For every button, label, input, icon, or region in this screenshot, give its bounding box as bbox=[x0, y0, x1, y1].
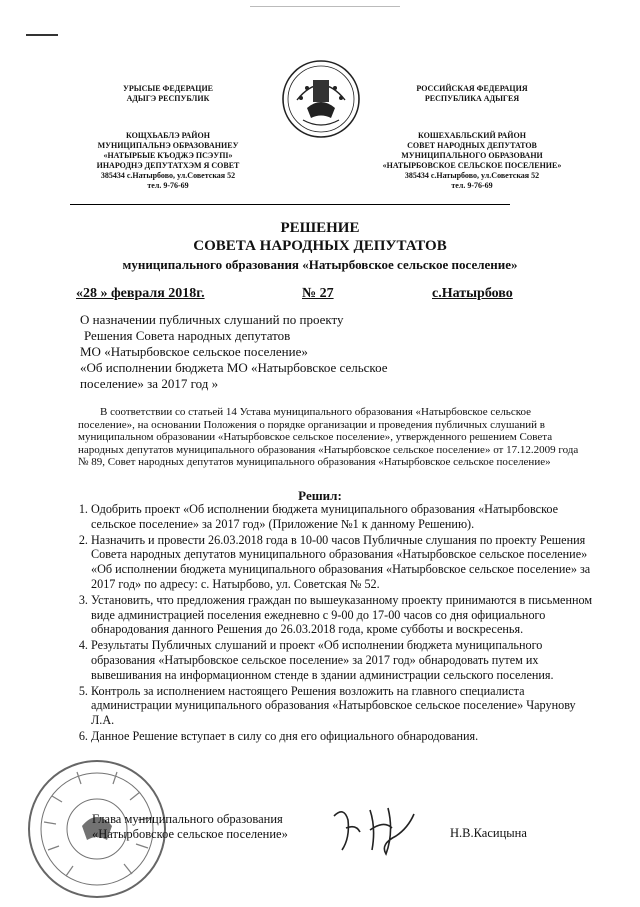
margin-dash bbox=[26, 34, 58, 36]
decision-item: 3. Установить, что предложения граждан по вышеуказанному проекту принимаются в письменном виде администрацией поселения ежедневно с 9-00 до 17-00 часов со дня официального обнародования данного Решения до 26.03.2018 года, кроме субботы и воскресенья. bbox=[91, 593, 601, 637]
header-left-org: КОЩХЬАБЛЭ РАЙОН МУНИЦИПАЛЬНЭ ОБРАЗОВАНИЕУ «НАТЫРБЫЕ КЪОДЖЭ ПСЭУПI» ИНАРОДНЭ ДЕПУТАТХЭМ Я СОВЕТ 385434 с.Натырбово, ул.Советская 52 тел. 9-76-69 bbox=[78, 131, 258, 191]
header-rule bbox=[70, 204, 510, 205]
resolved-heading: Решил: bbox=[298, 488, 342, 503]
preamble-paragraph: В соответствии со статьей 14 Устава муниципального образования «Натырбовское сельское поселение», на основании Положения о порядке организации и проведения публичных слушаний в муниципальном образовании «Натырбовское сельское поселение», утвержденного решением Совета народных депутатов муниципального образования «Натырбовское сельское поселение» от 17.12.2009 года № 89, Совет народных депутатов муниципального образования «Натырбовское сельское поселение» bbox=[78, 406, 579, 469]
document-title: РЕШЕНИЕ bbox=[280, 220, 360, 236]
signatory-name: Н.В.Касицына bbox=[450, 826, 527, 840]
decision-number: № 27 bbox=[302, 286, 334, 301]
decision-item: 1. Одобрить проект «Об исполнении бюджета муниципального образования «Натырбовское сельское поселение» за 2017 год» (Приложение №1 к данному Решению). bbox=[91, 502, 601, 532]
coat-of-arms-emblem bbox=[277, 58, 365, 145]
decision-date: «28 » февраля 2018г. bbox=[76, 286, 205, 301]
header-right-org: КОШЕХАБЛЬСКИЙ РАЙОН СОВЕТ НАРОДНЫХ ДЕПУТАТОВ МУНИЦИПАЛЬНОГО ОБРАЗОВАНИ «НАТЫРБОВСКОЕ СЕЛЬСКОЕ ПОСЕЛЕНИЕ» 385434 с.Натырбово, ул.Советская 52 тел. 9-76-69 bbox=[374, 131, 570, 191]
header-left-address: 385434 с.Натырбово, ул.Советская 52 bbox=[100, 171, 236, 180]
decision-place: с.Натырбово bbox=[432, 286, 513, 301]
document-subtitle: СОВЕТА НАРОДНЫХ ДЕПУТАТОВ bbox=[193, 238, 447, 254]
scan-artifact bbox=[250, 6, 400, 7]
decision-item: 5. Контроль за исполнением настоящего Решения возложить на главного специалиста администрации муниципального образования «Натырбовское сельское поселение» Чарунову Л.А. bbox=[91, 684, 601, 728]
handwritten-signature bbox=[330, 798, 420, 863]
decision-item: 6. Данное Решение вступает в силу со дня его официального обнародования. bbox=[91, 729, 601, 744]
header-left-phone: тел. 9-76-69 bbox=[147, 181, 189, 190]
document-municipality: муниципального образования «Натырбовское сельское поселение» bbox=[122, 257, 518, 272]
header-left-country: УРЫСЫЕ ФЕДЕРАЦИЕ АДЫГЭ РЕСПУБЛИК bbox=[122, 84, 214, 103]
signatory-title: Глава муниципального образования «Натырбовское сельское поселение» bbox=[92, 812, 288, 841]
decision-item: 4. Результаты Публичных слушаний и проект «Об исполнении бюджета муниципального образования «Натырбовское сельское поселение» за 2017 год» обнародовать путем их вывешивания на информационном стенде в здании администрации сельского поселения. bbox=[91, 638, 601, 682]
decision-item: 2. Назначить и провести 26.03.2018 года в 10-00 часов Публичные слушания по проекту Решения Совета народных депутатов муниципального образования «Натырбовское сельское поселение» «Об исполнении бюджета муниципального образования «Натырбовское сельское поселение» за 2017 год» по адресу: с. Натырбово, ул. Советская № 52. bbox=[91, 533, 601, 592]
decision-list bbox=[74, 502, 601, 745]
header-right-country: РОССИЙСКАЯ ФЕДЕРАЦИЯ РЕСПУБЛИКА АДЫГЕЯ bbox=[416, 84, 528, 103]
header-right-phone: тел. 9-76-69 bbox=[451, 181, 493, 190]
decision-subject: О назначении публичных слушаний по проекту Решения Совета народных депутатов МО «Натырбовское сельское поселение» «Об исполнении бюджета МО «Натырбовское сельское поселение» за 2017 год » bbox=[80, 312, 388, 391]
header-right-address: 385434 с.Натырбово, ул.Советская 52 bbox=[404, 171, 540, 180]
